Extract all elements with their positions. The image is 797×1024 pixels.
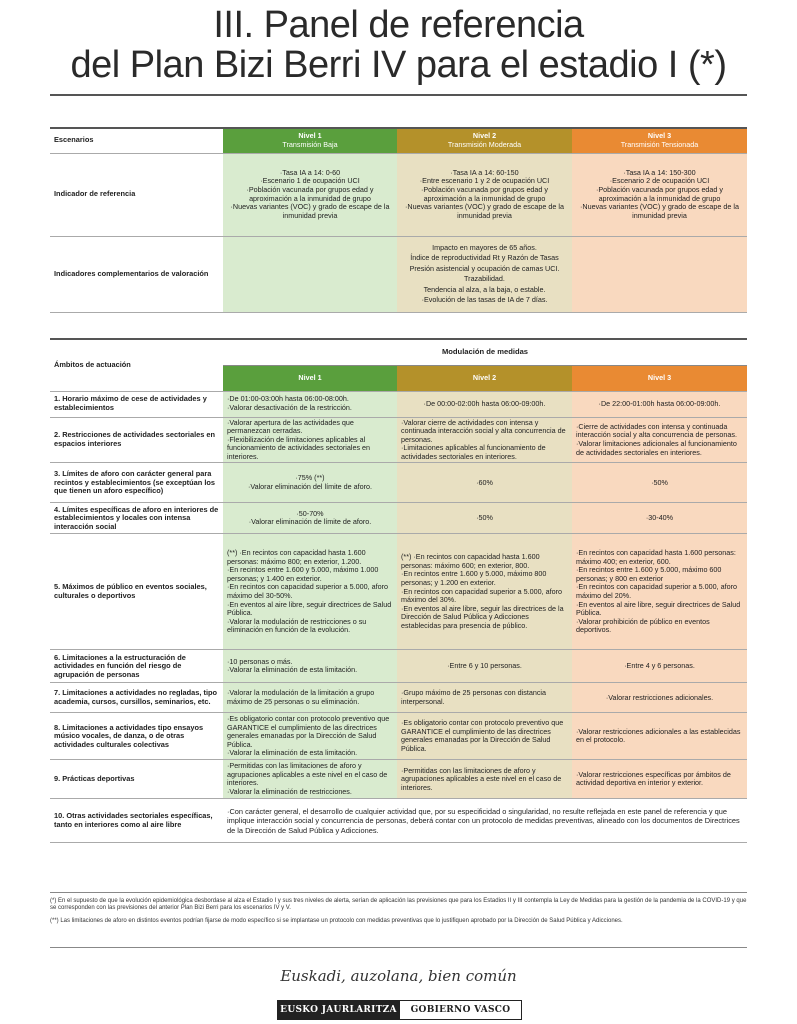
measure-n2 xyxy=(397,391,572,417)
cell-line: Impacto en mayores de 65 años. xyxy=(432,242,537,252)
cell-line: ·Entre 6 y 10 personas. xyxy=(447,661,522,671)
complementarios-n2 xyxy=(397,236,572,312)
page-title-line-1: III. Panel de referencia xyxy=(213,4,584,46)
divider xyxy=(50,947,747,948)
cell-line: ·Entre 4 y 6 personas. xyxy=(624,661,695,671)
measure-n2 xyxy=(397,650,572,683)
cell-line: ·Tasa IA a 14: 150-300 xyxy=(623,167,696,177)
footnote-1: (*) En el supuesto de que la evolución epidemiológica desbordase al alza el Estadio I y sus tres niveles de alerta, serían de aplicación las previsiones que para los Estadios II y III contempla la Ley de Medidas para la gestión de la pandemia de la COVID-19 y que se corresponden con las previsiones del anterior Plan Bizi Berri para los escenarios IV y V. xyxy=(50,898,747,912)
header-ambitos: Ámbitos de actuación xyxy=(50,339,223,391)
measures-table xyxy=(50,338,747,843)
measure-n3 xyxy=(572,760,747,799)
measure-label: 3. Límites de aforo con carácter general para recintos y establecimientos (se exceptúan los que tienen un aforo específico) xyxy=(50,463,223,503)
cell-line: ·En recintos con capacidad superior a 5.000, aforo máximo del 20%. xyxy=(576,582,738,600)
header-nivel-1: Nivel 1 Transmisión Baja xyxy=(223,128,397,153)
measure-label: 7. Limitaciones a actividades no regladas, tipo academia, cursos, cursillos, seminarios, etc. xyxy=(50,683,223,713)
measure-n3 xyxy=(572,713,747,760)
header-n2: Nivel 2 xyxy=(397,365,572,391)
measure-n2 xyxy=(397,417,572,463)
header-modulacion: Modulación de medidas xyxy=(223,339,747,365)
measure-n1 xyxy=(223,463,397,503)
cell-line: ·Permitidas con las limitaciones de aforo y agrupaciones aplicables a este nivel en el caso de interiores. xyxy=(227,761,388,788)
header-n3: Nivel 3 xyxy=(572,365,747,391)
cell-line: ·En recintos con capacidad hasta 1.600 personas: máximo 400; en exterior, 600. xyxy=(576,548,736,566)
measure-n1 xyxy=(223,650,397,683)
government-logo xyxy=(277,1000,522,1020)
cell-line: ·De 00:00-02:00h hasta 06:00-09:00h. xyxy=(423,398,546,408)
cell-line: ·Tasa IA a 14: 0-60 xyxy=(279,167,341,177)
cell-line: ·Nuevas variantes (VOC) y grado de escape de la inmunidad previa xyxy=(230,202,390,220)
cell-line: ·Valorar limitaciones adicionales al funcionamiento de actividades sectoriales en interiores. xyxy=(576,438,737,457)
cell-line: ·Valorar eliminación del límite de aforo. xyxy=(247,481,373,491)
measure-n3 xyxy=(572,650,747,683)
cell-line: ·Evolución de las tasas de IA de 7 días. xyxy=(421,295,548,304)
measure-label: 9. Prácticas deportivas xyxy=(50,760,223,799)
cell-line: (**) ·En recintos con capacidad hasta 1.600 personas: máximo 800; en exterior, 1.200. xyxy=(227,548,366,566)
cell-line: ·Población vacunada por grupos edad y aproximación a la inmunidad de grupo xyxy=(595,184,724,203)
cell-line: ·Escenario 2 de ocupación UCI xyxy=(609,176,710,186)
measure-row xyxy=(50,503,747,534)
cell-line: ·Valorar restricciones adicionales. xyxy=(605,692,714,702)
cell-line: ·Escenario 1 de ocupación UCI xyxy=(260,176,360,186)
measure-label: 4. Límites específicas de aforo en interiores de establecimientos y locales con intensa interacción social xyxy=(50,503,223,534)
cell-line: ·Permitidas con las limitaciones de aforo y agrupaciones aplicables a este nivel en el caso de interiores. xyxy=(401,765,562,792)
measure-n1 xyxy=(223,713,397,760)
cell-line: ·Es obligatorio contar con protocolo preventivo que GARANTICE el cumplimiento de las directrices generales emanadas por la Dirección de Salud Pública. xyxy=(227,713,390,749)
row10-label: 10. Otras actividades sectoriales específicas, tanto en interiores como al aire libre xyxy=(50,799,223,843)
measure-n3 xyxy=(572,683,747,713)
cell-line: ·En recintos entre 1.600 y 5.000, máximo 1.000 personas; y 1.400 en exterior. xyxy=(227,565,379,583)
indicador-n2 xyxy=(397,153,572,236)
cell-line: ·Nuevas variantes (VOC) y grado de escape de la inmunidad previa xyxy=(579,202,739,220)
measure-n3 xyxy=(572,503,747,534)
cell-line: ·Valorar restricciones específicas por ámbitos de actividad deportiva en interior y exterior. xyxy=(576,769,731,788)
cell-line: ·Valorar la eliminación de restricciones. xyxy=(227,787,352,797)
cell-line: ·Es obligatorio contar con protocolo preventivo que GARANTICE el cumplimiento de las directrices generales emanadas por la Dirección de Salud Pública. xyxy=(401,718,564,754)
cell-line: Índice de reproductividad Rt y Razón de Tasas xyxy=(410,253,559,262)
cell-line: ·Valorar restricciones adicionales a las establecidas en el protocolo. xyxy=(576,726,741,745)
cell-line: ·En eventos al aire libre, seguir directrices de Salud Pública. xyxy=(576,599,741,618)
measure-n2 xyxy=(397,503,572,534)
measure-n3 xyxy=(572,391,747,417)
cell-line: ·Tasa IA a 14: 60-150 xyxy=(450,167,519,177)
indicador-n3 xyxy=(572,153,747,236)
cell-line: ·50% xyxy=(651,477,668,487)
measure-n1 xyxy=(223,683,397,713)
header-escenarios: Escenarios xyxy=(50,128,223,153)
measure-n1 xyxy=(223,417,397,463)
cell-line: ·En recintos entre 1.600 y 5.000, máximo 600 personas; y 800 en exterior xyxy=(576,565,722,583)
scenario-table xyxy=(50,127,747,313)
cell-line: Tendencia al alza, a la baja, o estable. xyxy=(423,284,546,294)
measure-row xyxy=(50,760,747,799)
cell-line: ·En eventos al aire libre, seguir las directrices de la Dirección de Salud Pública y Adicciones establecidas para presencia de público. xyxy=(401,603,564,631)
cell-line: ·60% xyxy=(476,477,493,487)
cell-line: ·En recintos entre 1.600 y 5.000, máximo 800 personas; y 1.200 en exterior. xyxy=(401,569,547,588)
measure-n3 xyxy=(572,534,747,650)
footnote-2: (**) Las limitaciones de aforo en distintos eventos podrían fijarse de modo específico si se implantase un protocolo con medidas preventivas que lo justifiquen aprobado por la Dirección de Salud Pública y Adicciones. xyxy=(50,918,623,924)
indicador-label: Indicador de referencia xyxy=(50,153,223,236)
cell-line: ·Valorar desactivación de la restricción. xyxy=(227,403,352,412)
complementarios-label: Indicadores complementarios de valoración xyxy=(50,236,223,312)
gov-name-eu: EUSKO JAURLARITZA xyxy=(278,1001,399,1019)
divider xyxy=(50,94,747,96)
measure-n1 xyxy=(223,503,397,534)
header-n1: Nivel 1 xyxy=(223,365,397,391)
cell-line: ·30-40% xyxy=(645,513,674,523)
measure-n1 xyxy=(223,534,397,650)
cell-line: ·Valorar la modulación de la limitación a grupo máximo de 25 personas o su eliminación. xyxy=(227,688,375,706)
measure-label: 2. Restricciones de actividades sectoriales en espacios interiores xyxy=(50,417,223,463)
complementarios-n1 xyxy=(223,236,397,312)
measure-label: 6. Limitaciones a la estructuración de actividades en función del riesgo de agrupación de personas xyxy=(50,650,223,683)
measure-n1 xyxy=(223,760,397,799)
gov-name-es: GOBIERNO VASCO xyxy=(399,1001,521,1019)
cell-line: ·Valorar la modulación de restricciones o su eliminación en función de la evolución. xyxy=(227,616,367,635)
cell-line: ·Población vacunada por grupos edad y aproximación a la inmunidad de grupo xyxy=(420,184,549,203)
header-nivel-3: Nivel 3 Transmisión Tensionada xyxy=(572,128,747,153)
measure-n2 xyxy=(397,683,572,713)
cell-line: ·50-70% xyxy=(296,508,324,518)
measure-row xyxy=(50,650,747,683)
cell-line: ·Limitaciones aplicables al funcionamiento de actividades sectoriales en interiores. xyxy=(401,443,546,461)
measure-row xyxy=(50,683,747,713)
complementarios-n3 xyxy=(572,236,747,312)
measure-row xyxy=(50,534,747,650)
cell-line: ·En eventos al aire libre, seguir directrices de Salud Pública. xyxy=(227,599,392,618)
cell-line: ·Población vacunada por grupos edad y aproximación a la inmunidad de grupo xyxy=(246,184,374,203)
cell-line: ·Nuevas variantes (VOC) y grado de escape de la inmunidad previa xyxy=(404,202,564,220)
measure-label: 1. Horario máximo de cese de actividades y establecimientos xyxy=(50,391,223,417)
cell-line: ·Entre escenario 1 y 2 de ocupación UCI xyxy=(419,176,550,186)
cell-line: ·Flexibilización de limitaciones aplicables al funcionamiento de actividades sectoriales en interiores. xyxy=(227,434,371,461)
divider xyxy=(50,892,747,893)
cell-line: ·En recintos con capacidad superior a 5.000, aforo máximo del 30%. xyxy=(401,586,563,605)
measure-n3 xyxy=(572,417,747,463)
page-title-line-2: del Plan Bizi Berri IV para el estadio I (*) xyxy=(70,44,727,86)
cell-line: ·Valorar cierre de actividades con intensa y continuada interacción social y alta concurrencia de personas. xyxy=(401,417,566,444)
indicador-n1 xyxy=(223,153,397,236)
cell-line: Presión asistencial y ocupación de camas UCI. xyxy=(409,263,560,273)
measure-n2 xyxy=(397,760,572,799)
cell-line: Trazabilidad. xyxy=(464,274,505,283)
measure-n2 xyxy=(397,713,572,760)
cell-line: ·50% xyxy=(476,513,493,523)
measure-n3 xyxy=(572,463,747,503)
cell-line: (**) ·En recintos con capacidad hasta 1.600 personas: máximo 600; en exterior, 800. xyxy=(401,552,540,570)
measure-row xyxy=(50,463,747,503)
measure-label: 8. Limitaciones a actividades tipo ensayos músico vocales, de danza, o de otras actividades culturales colectivas xyxy=(50,713,223,760)
cell-line: ·Grupo máximo de 25 personas con distancia interpersonal. xyxy=(401,688,547,706)
motto: Euskadi, auzolana, bien común xyxy=(280,967,517,985)
cell-line: ·10 personas o más. xyxy=(227,656,293,666)
cell-line: ·75% (**) xyxy=(295,473,325,483)
measure-n2 xyxy=(397,463,572,503)
row10-text: ·Con carácter general, el desarrollo de cualquier actividad que, por su especificidad o singularidad, no resulte reflejada en este panel de referencia y que implique interacción social y concurrencia de personas, deberá contar con un protocolo de medidas preventivas, alineado con los documentos de Directrices de la Dirección de Salud Pública y Adicciones. xyxy=(223,799,747,843)
measure-n2 xyxy=(397,534,572,650)
measure-label: 5. Máximos de público en eventos sociales, culturales o deportivos xyxy=(50,534,223,650)
header-nivel-2: Nivel 2 Transmisión Moderada xyxy=(397,128,572,153)
measure-row xyxy=(50,391,747,417)
cell-line: ·Valorar la eliminación de esta limitación. xyxy=(227,748,358,758)
cell-line: ·De 01:00-03:00h hasta 06:00-08:00h. xyxy=(227,394,349,404)
cell-line: ·Cierre de actividades con intensa y continuada interacción social y alta concurrencia de personas. xyxy=(576,421,738,440)
cell-line: ·Valorar apertura de las actividades que permanezcan cerradas. xyxy=(227,417,354,436)
measure-row xyxy=(50,417,747,463)
cell-line: ·Valorar la eliminación de esta limitación. xyxy=(227,665,358,675)
cell-line: ·Valorar eliminación de límite de aforo. xyxy=(248,517,372,527)
cell-line: ·De 22:00-01:00h hasta 06:00-09:00h. xyxy=(598,398,721,408)
measure-row xyxy=(50,713,747,760)
cell-line: ·Valorar prohibición de público en eventos deportivos. xyxy=(576,616,710,635)
cell-line: ·En recintos con capacidad superior a 5.000, aforo máximo del 30-50%. xyxy=(227,582,389,600)
measure-n1 xyxy=(223,391,397,417)
